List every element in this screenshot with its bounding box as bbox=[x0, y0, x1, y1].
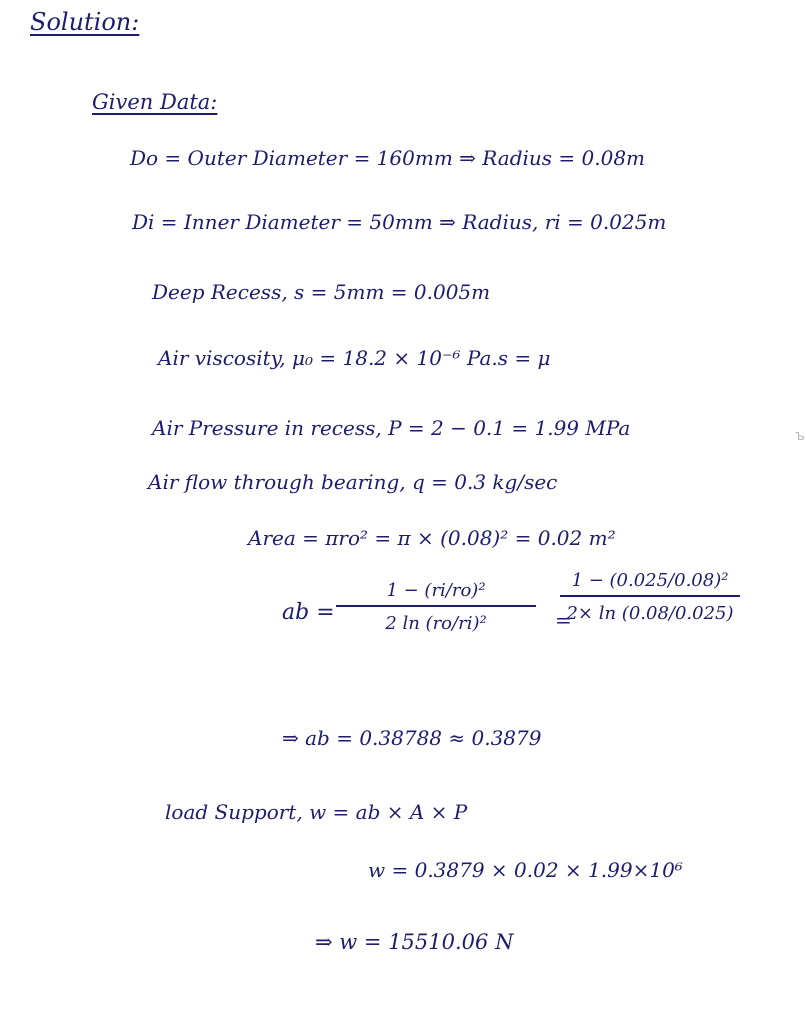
air-pressure-line: Air Pressure in recess, P = 2 − 0.1 = 1.99 MPa bbox=[152, 416, 631, 440]
load-substitution-line: w = 0.3879 × 0.02 × 1.99×10⁶ bbox=[368, 858, 683, 882]
ab-numeric-numerator: 1 − (0.025/0.08)² bbox=[571, 570, 729, 591]
air-flow-line: Air flow through bearing, q = 0.3 kg/sec bbox=[148, 470, 558, 494]
load-support-line: load Support, w = ab × A × P bbox=[165, 800, 468, 824]
outer-diameter-line: Do = Outer Diameter = 160mm ⇒ Radius = 0.08m bbox=[130, 146, 646, 170]
deep-recess-line: Deep Recess, s = 5mm = 0.005m bbox=[152, 280, 491, 304]
final-answer-line: ⇒ w = 15510.06 N bbox=[315, 930, 514, 954]
ab-symbolic-fraction bbox=[336, 580, 536, 634]
ab-lhs: ab = bbox=[282, 600, 335, 625]
stray-mark: ъ bbox=[795, 428, 805, 444]
area-line: Area = πro² = π × (0.08)² = 0.02 m² bbox=[248, 526, 616, 550]
ab-result-line: ⇒ ab = 0.38788 ≈ 0.3879 bbox=[282, 726, 542, 750]
inner-diameter-line: Di = Inner Diameter = 50mm ⇒ Radius, ri = 0.025m bbox=[132, 210, 667, 234]
ab-symbolic-numerator: 1 − (ri/ro)² bbox=[386, 580, 486, 601]
solution-heading: Solution: bbox=[30, 8, 140, 36]
ab-numeric-fraction bbox=[560, 570, 740, 624]
ab-symbolic-denominator: 2 ln (ro/ri)² bbox=[385, 613, 487, 634]
given-data-heading: Given Data: bbox=[92, 90, 218, 114]
ab-numeric-denominator: 2× ln (0.08/0.025) bbox=[566, 603, 734, 624]
air-viscosity-line: Air viscosity, μ₀ = 18.2 × 10⁻⁶ Pa.s = μ bbox=[158, 346, 551, 370]
ab-equals-sign: = bbox=[555, 608, 572, 632]
